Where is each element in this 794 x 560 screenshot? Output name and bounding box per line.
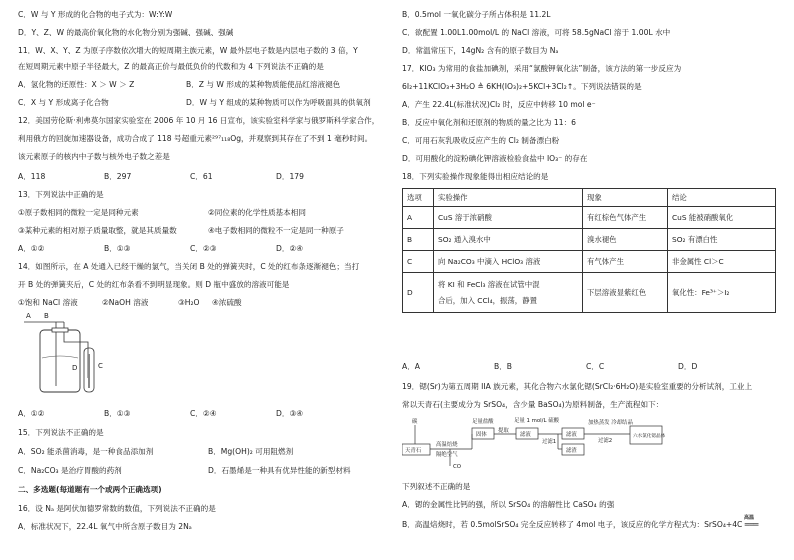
q17-option-b: B．反应中氧化剂和还原剂的物质的量之比为 11：6 xyxy=(402,118,576,127)
q12-option-b: B．297 xyxy=(104,172,132,181)
q14-solution-3: ③H₂O xyxy=(178,298,200,307)
raw-label: 天青石 xyxy=(405,448,422,454)
q13-option-c: C．②③ xyxy=(190,244,217,253)
q15-option-b: B．Mg(OH)₂ 可用阻燃剂 xyxy=(208,447,294,456)
table-cell: 下层溶液显紫红色 xyxy=(583,273,668,313)
table-cell: CuS 溶于浓硝酸 xyxy=(434,207,583,229)
q11-option-b: B．Z 与 W 形成的某种物质能使品红溶液褪色 xyxy=(186,80,341,89)
q12-stem-line3: 该元素原子的核内中子数与核外电子数之差是 xyxy=(18,152,170,161)
q19-stem-line1: 19．锶(Sr)为第五周期 IIA 族元素，其化合物六水氯化锶(SrCl₂·6H₂O)是实验室重要的分析试剂，工业上 xyxy=(402,382,753,391)
q18-option-b: B．B xyxy=(494,362,513,371)
q14-option-d: D．③④ xyxy=(276,409,304,418)
condition-mark: 高温 xyxy=(744,515,755,521)
table-row xyxy=(403,229,776,251)
q13-option-a: A．①② xyxy=(18,244,45,253)
q11-option-d: D．W 与 Y 组成的某种物质可以作为呼吸面具的供氧剂 xyxy=(186,98,371,107)
q14-solution-4: ④浓硫酸 xyxy=(212,298,242,307)
q17-equation: 6I₂+11KClO₃+3H₂O ≜ 6KH(IO₃)₂+5KCl+3Cl₂↑。下列说法错误的是 xyxy=(402,82,642,91)
table-header-cell: 结论 xyxy=(668,189,776,207)
q16-option-a: A．标准状况下，22.4L 氧气中所含原子数目为 2Nₐ xyxy=(18,522,192,531)
q13-option-b: B．①③ xyxy=(104,244,131,253)
q18-table xyxy=(402,188,776,313)
q18-option-c: C．C xyxy=(586,362,605,371)
q18-option-a: A．A xyxy=(402,362,420,371)
filtrate2-label: 滤液 xyxy=(566,432,577,438)
table-cell: 有红棕色气体产生 xyxy=(583,207,668,229)
q12-stem-line1: 12．美国劳伦斯·利弗莫尔国家实验室在 2006 年 10 月 16 日宣布，该实验室科学家与俄罗斯科学家合作， xyxy=(18,116,380,125)
q15-stem: 15．下列说法不正确的是 xyxy=(18,428,104,437)
q12-stem-line2: 利用俄方的回旋加速器设备，成功合成了 118 号超重元素²⁹⁷₁₁₈Og，并观察到其存在了不到 1 毫秒时间。 xyxy=(18,134,373,143)
table-row xyxy=(403,251,776,273)
q15-option-d: D．石墨烯是一种具有优异性能的新型材料 xyxy=(208,466,351,475)
q11-stem-line1: 11．W、X、Y、Z 为原子序数依次增大的短周期主族元素，W 最外层电子数是内层电子数的 3 倍，Y xyxy=(18,46,358,55)
table-header-cell: 选项 xyxy=(403,189,434,207)
q19-subprompt: 下列叙述不正确的是 xyxy=(402,482,471,491)
left-column xyxy=(18,0,388,560)
table-header-cell: 现象 xyxy=(583,189,668,207)
q14-solution-1: ①饱和 NaCl 溶液 xyxy=(18,298,78,307)
q16-stem: 16．设 Nₐ 是阿伏加德罗常数的数值，下列说法不正确的是 xyxy=(18,504,216,513)
extract-label: 提取 xyxy=(498,428,509,434)
gas-apparatus-figure xyxy=(22,308,122,400)
q10-option-d: D．Y、Z、W 的最高价氧化物的水化物分别为强碱、强碱、强碱 xyxy=(18,28,234,37)
label-c: C xyxy=(98,362,103,370)
q13-option-d: D．②④ xyxy=(276,244,304,253)
q13-statement-3: ③某种元素的相对原子质量取整，就是其质量数 xyxy=(18,226,177,235)
section-multi-choice: 二、多选题(每道题有一个或两个正确选项) xyxy=(18,485,162,494)
label-d: D xyxy=(72,364,78,372)
q11-stem-line2: 在短周期元素中原子半径最大，Z 的最高正价与最低负价的代数和为 4 下列说法不正确的是 xyxy=(18,62,324,71)
step3-label: 加热蒸发 冷却结晶 xyxy=(588,420,633,426)
q14-solution-2: ②NaOH 溶液 xyxy=(102,298,149,307)
q17-option-a: A．产生 22.4L(标准状况)Cl₂ 时，反应中转移 10 mol e⁻ xyxy=(402,100,596,109)
table-cell: B xyxy=(403,229,434,251)
q13-statement-4: ④电子数相同的微粒不一定是同一种原子 xyxy=(208,226,344,235)
q16-option-c: C．欲配置 1.00L1.00mol/L 的 NaCl 溶液，可将 58.5gNaCl 溶于 1.00L 水中 xyxy=(402,28,671,37)
roast-label: 高温焙烧 xyxy=(436,442,458,448)
q14-stem-line1: 14．如图所示，在 A 处通入已经干燥的氯气，当关闭 B 处的弹簧夹时，C 处的红布条逐渐褪色；当打 xyxy=(18,262,360,271)
q16-option-b: B．0.5mol 一氧化碳分子所占体积是 11.2L xyxy=(402,10,551,19)
table-cell: 非金属性 Cl＞C xyxy=(668,251,776,273)
table-cell: A xyxy=(403,207,434,229)
table-header-cell: 实验操作 xyxy=(434,189,583,207)
q12-option-a: A．118 xyxy=(18,172,46,181)
q14-stem-line2: 开 B 处的弹簧夹后，C 处的红布条看不到明显现象。则 D 瓶中盛放的溶液可能是 xyxy=(18,280,290,289)
residue-label: 滤渣 xyxy=(566,448,577,454)
table-cell-line2: 合后，加入 CCl₄，振荡，静置 xyxy=(438,295,537,305)
table-cell: SO₂ 有漂白性 xyxy=(668,229,776,251)
q14-option-a: A．①② xyxy=(18,409,45,418)
q17-option-d: D．可用酸化的淀粉碘化钾溶液检验食盐中 IO₃⁻ 的存在 xyxy=(402,154,588,163)
q18-stem: 18．下列实验操作现象能得出相应结论的是 xyxy=(402,172,549,181)
table-cell: D xyxy=(403,273,434,313)
q18-option-d: D．D xyxy=(678,362,698,371)
q12-option-d: D．179 xyxy=(276,172,304,181)
filtrate1-label: 滤液 xyxy=(520,432,531,438)
q17-option-c: C．可用石灰乳吸收反应产生的 Cl₂ 制备漂白粉 xyxy=(402,136,560,145)
right-column xyxy=(402,0,780,560)
q11-option-a: A．氢化物的还原性：X ＞ W ＞ Z xyxy=(18,80,135,89)
cooling-label: 隔绝空气 xyxy=(436,452,458,458)
q19-stem-line2: 常以天青石(主要成分为 SrSO₄，含少量 BaSO₄)为原料制备，生产流程如下： xyxy=(402,400,664,409)
acid1-label: 足量盐酸 xyxy=(472,419,494,425)
q10-option-c: C．W 与 Y 形成的化合物的电子式为：W:Y:W xyxy=(18,10,173,19)
production-flowchart xyxy=(402,414,780,472)
q19-option-a: A．锶的金属性比钙的强，所以 SrSO₄ 的溶解性比 CaSO₄ 的强 xyxy=(402,500,615,509)
q11-option-c: C．X 与 Y 形成离子化合物 xyxy=(18,98,109,107)
q15-option-a: A．SO₂ 能杀菌消毒，是一种食品添加剂 xyxy=(18,447,154,456)
solid-label: 固体 xyxy=(476,432,487,438)
product-label: 六水氯化锶晶体 xyxy=(633,434,666,439)
table-cell-line1: 将 KI 和 FeCl₃ 溶液在试管中混 xyxy=(438,279,540,289)
label-b: B xyxy=(44,312,49,320)
table-cell: SO₂ 通入溴水中 xyxy=(434,229,583,251)
q14-option-b: B．①③ xyxy=(104,409,131,418)
table-cell-multiline xyxy=(434,273,583,313)
table-row xyxy=(403,207,776,229)
table-cell: 有气体产生 xyxy=(583,251,668,273)
q12-option-c: C．61 xyxy=(190,172,213,181)
q16-option-d: D．常温常压下，14gN₂ 含有的原子数目为 Nₐ xyxy=(402,46,559,55)
table-header-row xyxy=(403,189,776,207)
table-cell: 氧化性：Fe³⁺＞I₂ xyxy=(668,273,776,313)
q15-option-c: C．Na₂CO₃ 是治疗胃酸的药剂 xyxy=(18,466,122,475)
q13-statement-1: ①原子数相同的微粒一定是同种元素 xyxy=(18,208,139,217)
table-cell: CuS 能被硝酸氧化 xyxy=(668,207,776,229)
q19-option-b: B．高温焙烧时，若 0.5molSrSO₄ 完全反应转移了 4mol 电子，该反应的化学方程式为：SrSO₄+4C ═══ xyxy=(402,520,759,529)
co-label: CO xyxy=(453,464,462,470)
table-cell: 溴水褪色 xyxy=(583,229,668,251)
table-row xyxy=(403,273,776,313)
filter2-label: 过滤2 xyxy=(598,438,613,444)
table-cell: 向 Na₂CO₃ 中滴入 HClO₃ 溶液 xyxy=(434,251,583,273)
q17-stem-line1: 17．KIO₃ 为常用的食盐加碘剂，采用“氯酸钾氧化法”制备，该方法的第一步反应为 xyxy=(402,64,682,73)
carbon-label: 碳 xyxy=(412,419,418,425)
label-a: A xyxy=(26,312,31,320)
filter1-label: 过滤1 xyxy=(542,439,557,445)
h2so4-label: 足量 1 mol/L 硫酸 xyxy=(514,418,559,424)
q13-stem: 13．下列说法中正确的是 xyxy=(18,190,104,199)
table-cell: C xyxy=(403,251,434,273)
q13-statement-2: ②同位素的化学性质基本相同 xyxy=(208,208,306,217)
q14-option-c: C．②④ xyxy=(190,409,217,418)
